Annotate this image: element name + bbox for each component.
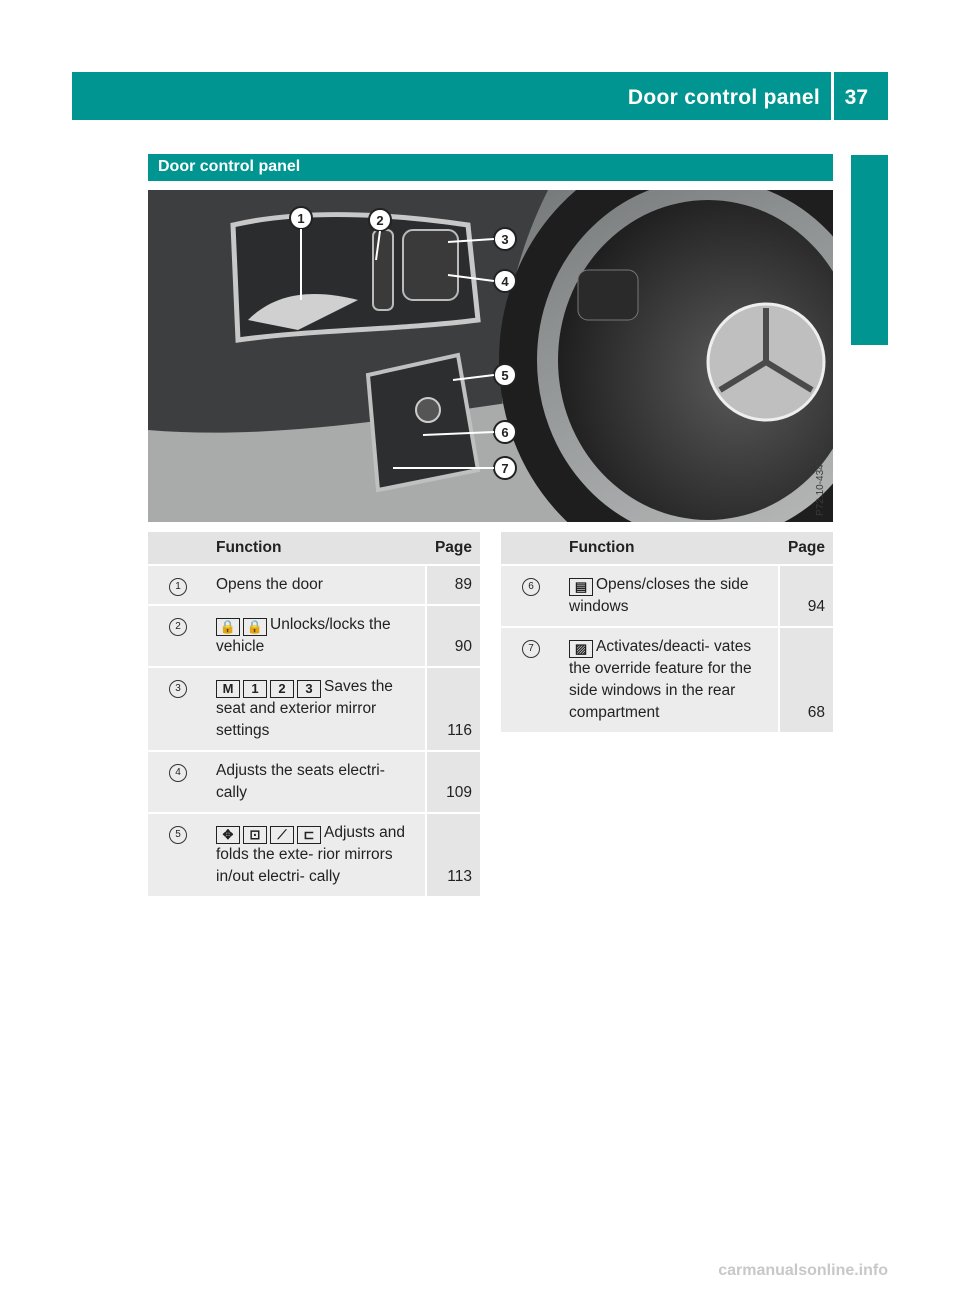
table-row — [148, 566, 480, 604]
row-page: 68 — [780, 628, 833, 732]
table-row — [148, 752, 480, 812]
col-num — [148, 532, 208, 564]
button-symbol-icon: ⊡ — [243, 826, 267, 844]
row-page: 113 — [427, 814, 480, 896]
row-number — [501, 628, 561, 732]
callout-number: 7 — [522, 640, 540, 658]
row-function — [208, 606, 427, 666]
header-divider — [831, 72, 834, 120]
callout-number: 1 — [169, 578, 187, 596]
side-tab-label: At a glance — [856, 216, 881, 334]
function-text: Adjusts the seats electri- cally — [216, 762, 385, 801]
row-page: 89 — [427, 566, 480, 604]
col-page: Page — [780, 532, 833, 564]
button-symbol-icon: 🔒 — [243, 618, 267, 636]
callout-3: 3 — [501, 232, 509, 247]
button-symbol-icon: 🔒 — [216, 618, 240, 636]
function-text: Opens/closes the side windows — [569, 576, 749, 615]
table-row — [501, 566, 833, 626]
row-page: 90 — [427, 606, 480, 666]
table-row — [148, 606, 480, 666]
callout-number: 3 — [169, 680, 187, 698]
callout-number: 2 — [169, 618, 187, 636]
table-row — [501, 628, 833, 732]
section-bar — [148, 154, 833, 181]
watermark: carmanualsonline.info — [718, 1262, 888, 1279]
row-number — [148, 752, 208, 812]
function-text: Unlocks/locks the vehicle — [216, 616, 391, 655]
row-number — [148, 814, 208, 896]
door-panel-photo — [148, 190, 833, 522]
table-row — [148, 668, 480, 750]
section-title: Door control panel — [158, 158, 301, 175]
row-page: 109 — [427, 752, 480, 812]
col-num — [501, 532, 561, 564]
col-function: Function — [561, 532, 780, 564]
table-row — [148, 814, 480, 896]
button-symbol-icon: M — [216, 680, 240, 698]
row-page: 94 — [780, 566, 833, 626]
function-text: Adjusts and folds the exte- rior mirrors in/out electri- cally — [216, 824, 405, 885]
callout-4: 4 — [501, 274, 509, 289]
function-table-right — [501, 530, 833, 734]
header-title: Door control panel — [627, 86, 820, 109]
callout-7: 7 — [501, 461, 509, 476]
photo-code: P72.10-4347-31 — [815, 444, 826, 516]
function-text: Activates/deacti- vates the override feature for the side windows in the rear compartment — [569, 638, 752, 721]
callout-1: 1 — [297, 211, 305, 226]
row-number — [501, 566, 561, 626]
button-symbol-icon: ⊏ — [297, 826, 321, 844]
button-symbol-icon: 1 — [243, 680, 267, 698]
callout-6: 6 — [501, 425, 509, 440]
row-function — [208, 566, 427, 604]
row-number — [148, 606, 208, 666]
page-number: 37 — [844, 86, 868, 109]
button-symbol-icon: ▨ — [569, 640, 593, 658]
col-function: Function — [208, 532, 427, 564]
row-function — [208, 752, 427, 812]
row-function — [561, 566, 780, 626]
callout-number: 6 — [522, 578, 540, 596]
row-number — [148, 566, 208, 604]
button-symbol-icon: 2 — [270, 680, 294, 698]
button-symbol-icon: ✥ — [216, 826, 240, 844]
row-function — [561, 628, 780, 732]
function-text: Saves the seat and exterior mirror settings — [216, 678, 393, 739]
callout-5: 5 — [501, 368, 509, 383]
button-symbol-icon: ▤ — [569, 578, 593, 596]
row-number — [148, 668, 208, 750]
col-page: Page — [427, 532, 480, 564]
row-page: 116 — [427, 668, 480, 750]
callout-2: 2 — [376, 213, 384, 228]
page-header — [72, 72, 888, 120]
button-symbol-icon: 3 — [297, 680, 321, 698]
function-table-left — [148, 530, 480, 898]
callout-number: 4 — [169, 764, 187, 782]
row-function — [208, 668, 427, 750]
door-panel-illustration — [148, 190, 833, 522]
row-function — [208, 814, 427, 896]
function-text: Opens the door — [216, 576, 323, 593]
button-symbol-icon: ⟋ — [270, 826, 294, 844]
callout-number: 5 — [169, 826, 187, 844]
